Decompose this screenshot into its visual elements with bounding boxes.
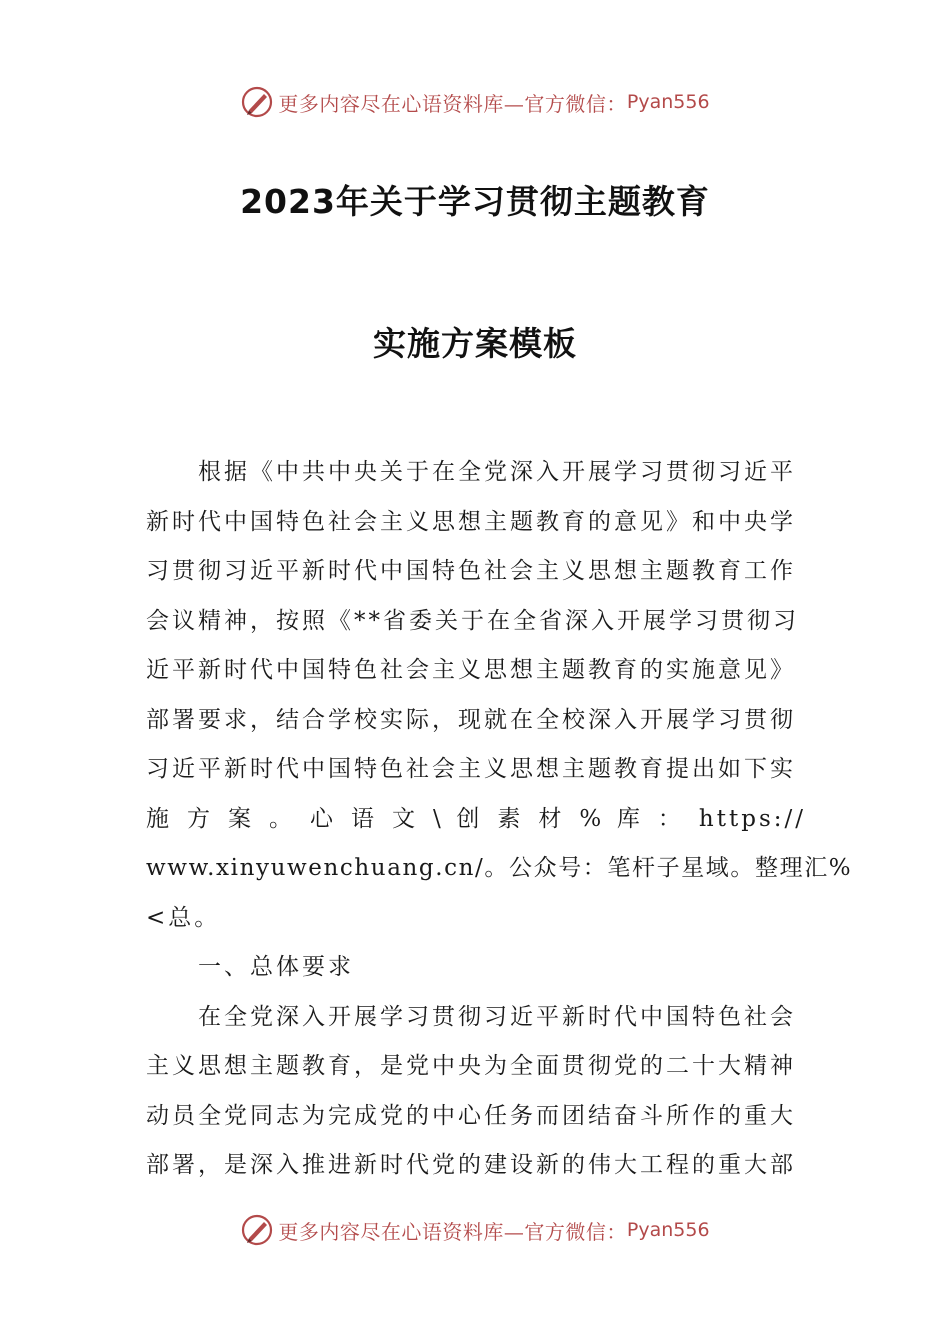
body-line: www.xinyuwenchuang.cn/。公众号：笔杆子星域。整理汇% xyxy=(146,855,853,881)
banner-text: 更多内容尽在心语资料库—官方微信： xyxy=(278,1219,627,1244)
body-line: 部署要求，结合学校实际，现就在全校深入开展学习贯彻 xyxy=(146,706,796,733)
pen-logo-icon xyxy=(240,1213,274,1247)
document-body xyxy=(146,448,853,1191)
body-line: 会议精神，按照《**省委关于在全省深入开展学习贯彻习 xyxy=(146,607,799,634)
section-heading: 一、总体要求 xyxy=(198,954,354,980)
body-line: 习贯彻习近平新时代中国特色社会主义思想主题教育工作 xyxy=(146,558,796,584)
document-title-line-1: 2023年关于学习贯彻主题教育 xyxy=(240,182,710,221)
document-title-line-2: 实施方案模板 xyxy=(373,324,577,363)
body-line: <总。 xyxy=(146,904,221,931)
banner-wechat-id: Pyan556 xyxy=(626,91,710,113)
body-line: 习近平新时代中国特色社会主义思想主题教育提出如下实 xyxy=(146,756,796,782)
body-line: 根据《中共中央关于在全党深入开展学习贯彻习近平 xyxy=(198,459,796,485)
body-line: 近平新时代中国特色社会主义思想主题教育的实施意见》 xyxy=(146,657,796,683)
body-line: 在全党深入开展学习贯彻习近平新时代中国特色社会 xyxy=(198,1003,796,1030)
banner-wechat-id: Pyan556 xyxy=(626,1219,710,1241)
body-line: 主义思想主题教育，是党中央为全面贯彻党的二十大精神 xyxy=(146,1053,796,1079)
pen-logo-icon xyxy=(240,85,274,119)
body-line: 施 方 案 。 心 语 文 \ 创 素 材 % 库 ： https:// xyxy=(146,805,806,832)
body-line: 部署，是深入推进新时代党的建设新的伟大工程的重大部 xyxy=(146,1152,796,1178)
body-line: 动员全党同志为完成党的中心任务而团结奋斗所作的重大 xyxy=(146,1102,796,1129)
footer-banner xyxy=(0,1210,950,1250)
header-banner xyxy=(0,82,950,122)
banner-text: 更多内容尽在心语资料库—官方微信： xyxy=(278,91,627,116)
body-line: 新时代中国特色社会主义思想主题教育的意见》和中央学 xyxy=(146,508,796,535)
